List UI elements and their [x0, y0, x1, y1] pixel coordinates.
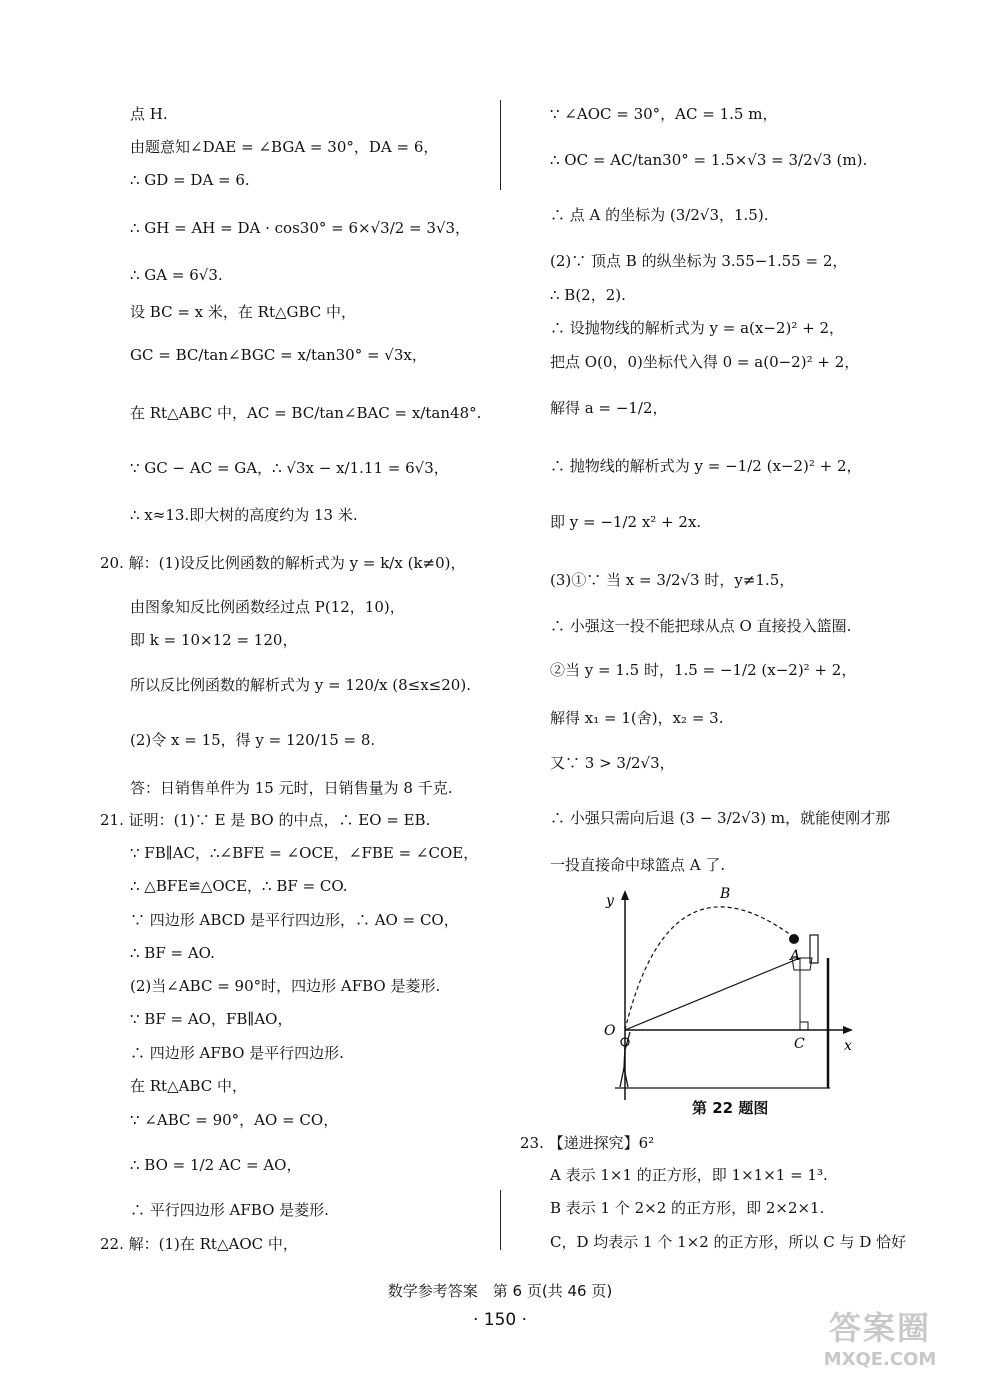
text-line: 在 Rt△ABC 中， — [130, 1077, 248, 1095]
text-line: 解得 a = −1/2， — [550, 399, 668, 417]
text-line: 一投直接命中球篮点 A 了. — [550, 856, 726, 874]
text-line: ∴ 四边形 AFBO 是平行四边形. — [130, 1044, 344, 1062]
label-b: B — [720, 886, 731, 902]
text-line: (2)当∠ABC = 90°时，四边形 AFBO 是菱形. — [130, 977, 441, 995]
text-line: 答：日销售单件为 15 元时，日销售量为 8 千克. — [130, 779, 453, 797]
text-line: 所以反比例函数的解析式为 y = 120/x (8≤x≤20). — [130, 676, 471, 694]
label-y: y — [606, 893, 614, 909]
text-line: 又∵ 3 > 3/2√3， — [550, 754, 675, 772]
question-23: 23. 【递进探究】6² — [520, 1134, 655, 1152]
column-divider — [500, 100, 501, 190]
text-line: 解得 x₁ = 1(舍)，x₂ = 3. — [550, 709, 724, 727]
figure-22 — [590, 880, 870, 1120]
label-c: C — [794, 1036, 805, 1052]
watermark-text: 答案圈 — [828, 1309, 931, 1347]
text-line: ∴ BF = AO. — [130, 944, 215, 962]
text-line: (2)令 x = 15，得 y = 120/15 = 8. — [130, 731, 376, 749]
text-line: 由题意知∠DAE = ∠BGA = 30°，DA = 6， — [130, 138, 439, 156]
text-line: ∴ GH = AH = DA · cos30° = 6×√3/2 = 3√3， — [130, 219, 471, 237]
right-angle-mark — [800, 1022, 808, 1030]
figure-caption: 第 22 题图 — [692, 1099, 769, 1117]
text-line: ∴ 设抛物线的解析式为 y = a(x−2)² + 2， — [550, 319, 844, 337]
text-line: 即 y = −1/2 x² + 2x. — [550, 513, 702, 531]
footer-title: 数学参考答案 第 6 页(共 46 页) — [387, 1282, 613, 1300]
text-line: ∵ ∠AOC = 30°，AC = 1.5 m， — [550, 105, 778, 123]
text-line: B 表示 1 个 2×2 的正方形，即 2×2×1. — [550, 1199, 825, 1217]
text-line: ∴ OC = AC/tan30° = 1.5×√3 = 3/2√3 (m). — [550, 151, 868, 169]
text-line: ∴ 平行四边形 AFBO 是菱形. — [130, 1201, 329, 1219]
text-line: A 表示 1×1 的正方形，即 1×1×1 = 1³. — [550, 1166, 828, 1184]
text-line: 在 Rt△ABC 中，AC = BC/tan∠BAC = x/tan48°. — [130, 404, 482, 422]
text-line: ∴ GA = 6√3. — [130, 266, 223, 284]
watermark-logo — [780, 1303, 980, 1373]
text-line: ∵ BF = AO，FB∥AO， — [130, 1010, 293, 1028]
backboard — [810, 935, 818, 963]
column-divider — [500, 1190, 501, 1250]
text-line: ∴ 小强这一投不能把球从点 O 直接投入篮圈. — [550, 617, 852, 635]
text-line: 设 BC = x 米，在 Rt△GBC 中， — [130, 303, 357, 321]
text-line: ∴ 抛物线的解析式为 y = −1/2 (x−2)² + 2， — [550, 457, 862, 475]
label-o: O — [604, 1023, 616, 1039]
y-axis-arrow — [621, 890, 629, 900]
ball — [789, 934, 799, 944]
text-line: ∴ B(2，2). — [550, 286, 626, 304]
text-line: ∴ 点 A 的坐标为 (3/2√3，1.5). — [550, 206, 769, 224]
text-line: GC = BC/tan∠BGC = x/tan30° = √3x， — [130, 346, 427, 364]
text-line: ∴ GD = DA = 6. — [130, 171, 250, 189]
text-line: (2)∵ 顶点 B 的纵坐标为 3.55−1.55 = 2， — [550, 252, 848, 270]
trajectory-curve — [625, 907, 795, 1030]
text-line: (3)①∵ 当 x = 3/2√3 时，y≠1.5， — [550, 571, 795, 589]
label-x: x — [844, 1038, 852, 1054]
text-line: 点 H. — [130, 105, 168, 123]
text-line: 由图象知反比例函数经过点 P(12，10)， — [130, 598, 405, 616]
text-line: ∴ △BFE≌△OCE，∴ BF = CO. — [130, 877, 348, 895]
text-line: ∴ 小强只需向后退 (3 − 3/2√3) m，就能使刚才那 — [550, 809, 891, 827]
x-axis-arrow — [843, 1026, 853, 1034]
text-line: ∵ ∠ABC = 90°，AO = CO， — [130, 1111, 339, 1129]
text-line: ∵ FB∥AC，∴∠BFE = ∠OCE，∠FBE = ∠COE， — [130, 844, 479, 862]
text-line: 把点 O(0，0)坐标代入得 0 = a(0−2)² + 2， — [550, 353, 860, 371]
text-line: ∴ x≈13.即大树的高度约为 13 米. — [130, 506, 358, 524]
watermark-url: MXQE.COM — [823, 1349, 937, 1370]
page-number: · 150 · — [472, 1310, 528, 1330]
text-line: ∵ GC − AC = GA，∴ √3x − x/1.11 = 6√3， — [130, 459, 449, 477]
label-a: A — [790, 948, 801, 964]
text-line: ②当 y = 1.5 时，1.5 = −1/2 (x−2)² + 2， — [550, 661, 857, 679]
text-line: ∵ 四边形 ABCD 是平行四边形，∴ AO = CO， — [130, 911, 459, 929]
question-20: 20. 解：(1)设反比例函数的解析式为 y = k/x (k≠0)， — [100, 554, 466, 572]
text-line: C，D 均表示 1 个 1×2 的正方形，所以 C 与 D 恰好 — [550, 1233, 907, 1251]
question-22: 22. 解：(1)在 Rt△AOC 中， — [100, 1235, 298, 1253]
text-line: ∴ BO = 1/2 AC = AO， — [130, 1156, 302, 1174]
text-line: 即 k = 10×12 = 120， — [130, 631, 298, 649]
question-21: 21. 证明：(1)∵ E 是 BO 的中点，∴ EO = EB. — [100, 811, 431, 829]
segment-oa — [625, 958, 800, 1030]
